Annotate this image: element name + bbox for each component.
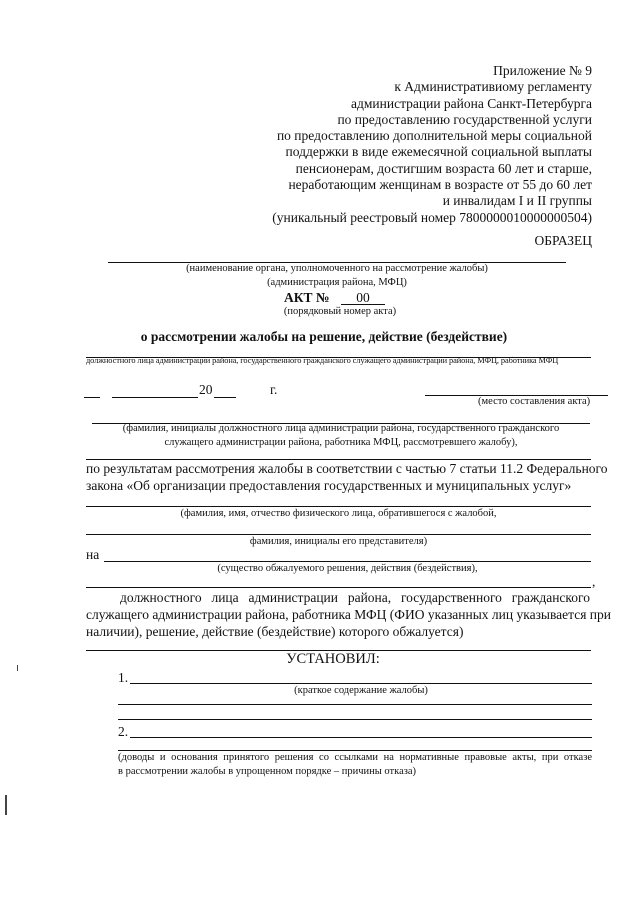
subject-title: о рассмотрении жалобы на решение, действие (бездействие) (140, 329, 508, 344)
officials-text-2: служащего администрации района, работника МФЦ (ФИО указанных лиц указывается при (86, 607, 611, 622)
results-text-2: закона «Об организации предоставления государственных и муниципальных услуг» (86, 478, 572, 493)
header-block (192, 63, 592, 226)
applicant-field-line[interactable] (86, 506, 591, 507)
org-caption: (наименование органа, уполномоченного на рассмотрение жалобы) (186, 263, 488, 274)
act-number[interactable]: 00 (356, 290, 370, 305)
header-line: к Административиому регламенту (394, 79, 592, 95)
org-sub-caption: (администрация района, МФЦ) (267, 277, 407, 288)
item2-caption-1: (доводы и основания принятого решения со ссылками на нормативные правовые акты, при отказе (118, 752, 592, 763)
item2-field-line[interactable] (130, 737, 592, 738)
act-number-caption: (порядковый номер акта) (283, 306, 397, 317)
results-line (86, 459, 591, 460)
item2-number: 2. (118, 724, 129, 739)
trailing-comma: , (592, 574, 596, 589)
header-line: по предоставлению государственной услуги (337, 111, 592, 127)
header-line: поддержки в виде ежемесячной социальной выплаты (285, 144, 592, 160)
officials-text-3: наличии), решение, действие (бездействие) которого обжалуется) (86, 624, 464, 639)
officials-text-1: должностного лица администрации района, государственного гражданского (120, 590, 590, 605)
established-title: УСТАНОВИЛ: (286, 651, 380, 667)
header-line: Приложение № 9 (493, 63, 592, 78)
item1-extra-line-1[interactable] (118, 704, 592, 705)
official-caption-2: служащего администрации района, работника МФЦ, рассмотревшего жалобу), (164, 437, 518, 448)
decision-field-line[interactable] (104, 561, 591, 562)
date-month-line[interactable] (112, 397, 198, 398)
representative-field-line[interactable] (86, 534, 591, 535)
item1-extra-line-2[interactable] (118, 719, 592, 720)
decision-caption: (существо обжалуемого решения, действия (бездействия), (217, 563, 478, 574)
date-year-prefix: 20 (199, 382, 213, 397)
official-caption-1: (фамилия, инициалы должностного лица администрации района, государственного гражданского (122, 423, 560, 434)
officials-caption: должностного лица администрации района, государственного гражданского служащего администрации района, МФЦ, работника МФЦ (86, 356, 559, 365)
header-line: (уникальный реестровый номер 7800000010000000504) (272, 209, 592, 225)
header-line: неработающим женщинам в возрасте от 55 до 60 лет (288, 177, 592, 193)
item1-number: 1. (118, 670, 129, 685)
header-line: и инвалидам I и II группы (442, 193, 592, 209)
representative-caption: фамилия, инициалы его представителя) (249, 536, 428, 547)
act-label: АКТ № (284, 290, 330, 305)
header-line: по предоставлению дополнительной меры социальной (276, 128, 592, 144)
item1-field-line[interactable] (130, 683, 592, 684)
place-caption: (место составления акта) (478, 396, 591, 407)
results-text-1: по результатам рассмотрения жалобы в соответствии с частью 7 статьи 11.2 Федерального (86, 461, 608, 476)
scan-artifact (17, 665, 18, 671)
applicant-caption: (фамилия, имя, отчество физического лица, обратившегося с жалобой, (180, 508, 497, 519)
on-label: на (86, 547, 100, 562)
item2-extra-line[interactable] (118, 750, 592, 751)
date-year-suffix: г. (270, 382, 278, 397)
decision-field-line-2[interactable] (86, 587, 591, 588)
date-year-line[interactable] (214, 397, 236, 398)
item2-caption-2: в рассмотрении жалобы в упрощенном порядке – причины отказа) (118, 766, 417, 777)
act-number-line (341, 304, 385, 305)
header-line: пенсионерам, достигшим возраста 60 лет и старше, (295, 160, 592, 176)
sample-label: ОБРАЗЕЦ (534, 233, 592, 248)
scan-artifact (5, 795, 7, 815)
header-line: администрации района Санкт-Петербурга (351, 95, 592, 111)
item1-caption: (краткое содержание жалобы) (294, 685, 428, 696)
date-day-line[interactable] (84, 397, 100, 398)
